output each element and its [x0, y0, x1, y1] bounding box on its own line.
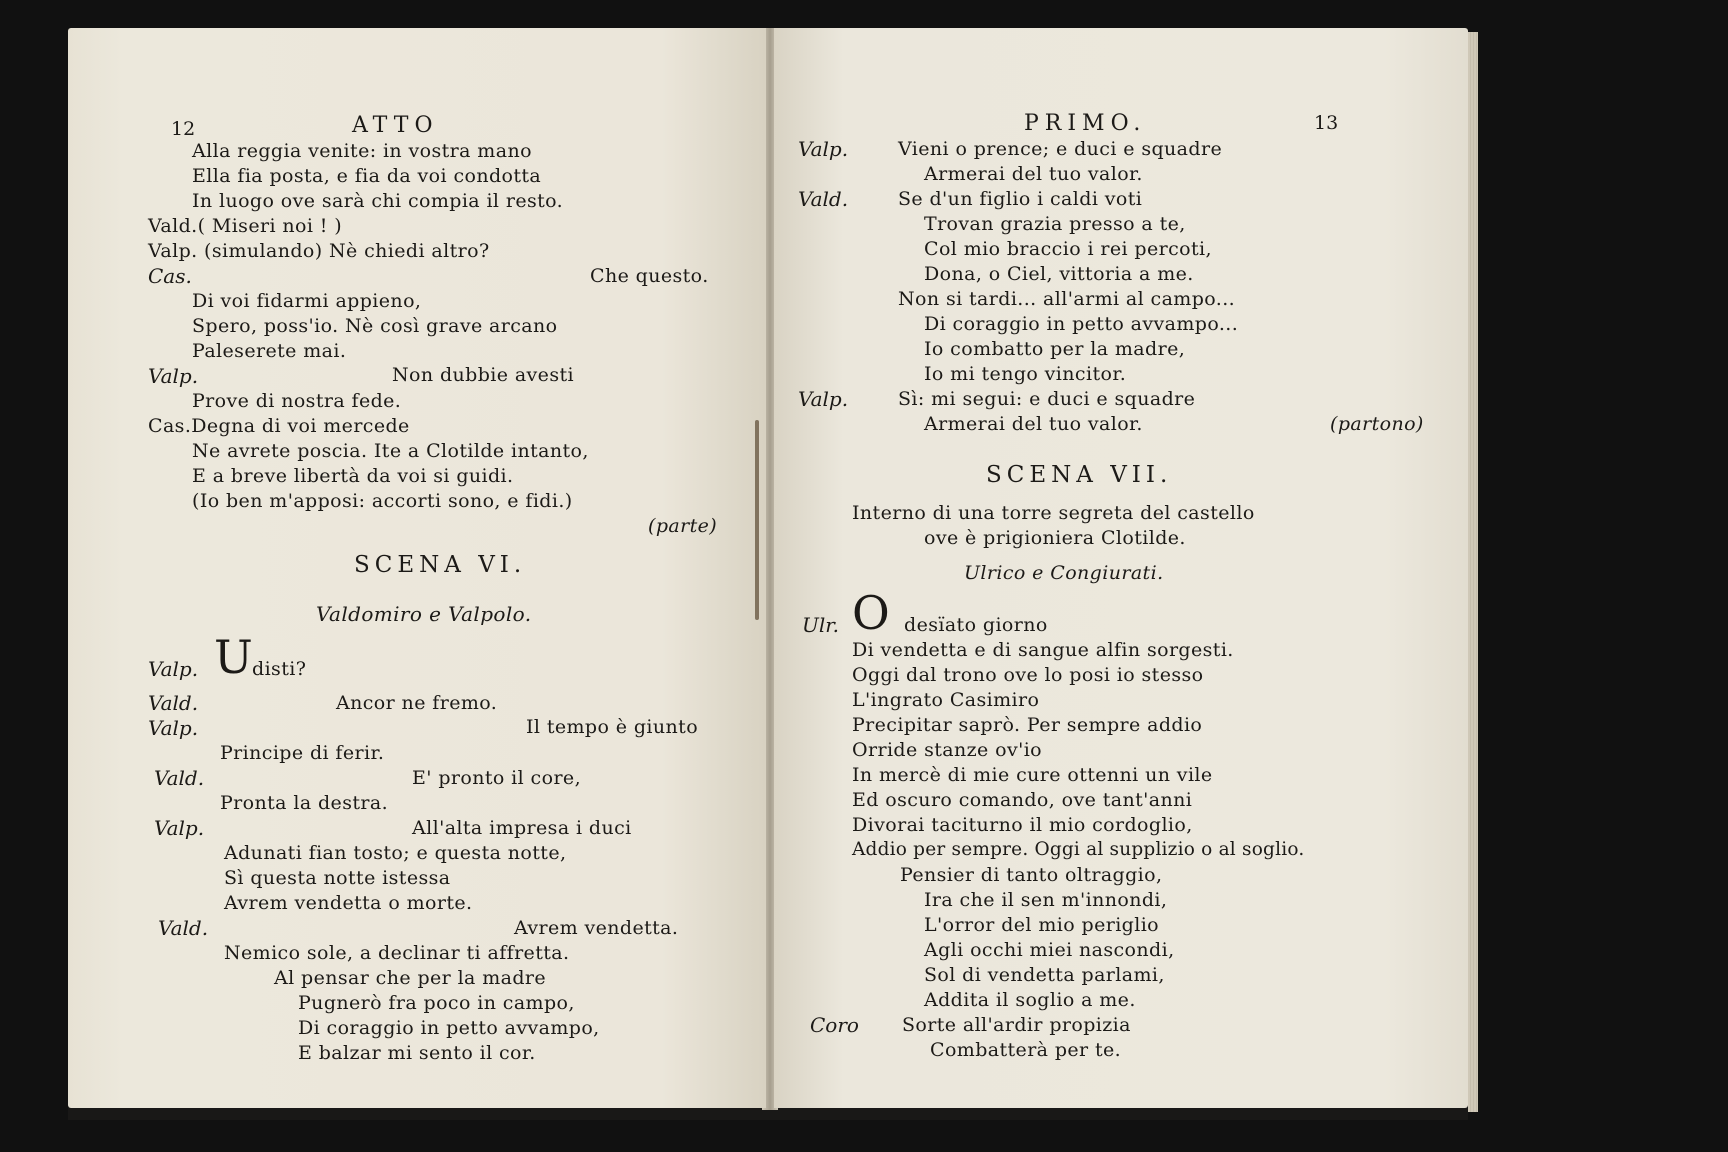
text-line: Io combatto per la madre,: [924, 338, 1186, 360]
text-line: Di coraggio in petto avvampo,: [298, 1017, 600, 1039]
text-line: Vieni o prence; e duci e squadre: [898, 138, 1223, 160]
speaker-label: Valp.: [798, 137, 849, 161]
text-line: Adunati fian tosto; e questa notte,: [224, 842, 567, 864]
text-line: Alla reggia venite: in vostra mano: [192, 140, 532, 162]
speaker-label: Valp.: [154, 816, 205, 840]
text-line: Ira che il sen m'innondi,: [924, 889, 1168, 911]
character-list: Ulrico e Congiurati.: [964, 562, 1164, 584]
text-line: Prove di nostra fede.: [192, 390, 402, 412]
text-line: Sì: mi segui: e duci e squadre: [898, 388, 1196, 410]
text-line: Ancor ne fremo.: [336, 692, 498, 714]
text-line: Pensier di tanto oltraggio,: [900, 864, 1163, 886]
left-page: [68, 28, 766, 1108]
drop-cap: O: [852, 586, 890, 640]
text-line: Vald.( Miseri noi ! ): [148, 215, 343, 237]
text-line: Non si tardi... all'armi al campo...: [898, 288, 1236, 310]
scene-heading: SCENA VII.: [986, 462, 1173, 488]
text-line: Non dubbie avesti: [392, 364, 574, 386]
stage-direction: (parte): [648, 515, 718, 537]
text-line: Di vendetta e di sangue alfin sorgesti.: [852, 639, 1234, 661]
text-line: Se d'un figlio i caldi voti: [898, 188, 1143, 210]
stage-direction: (partono): [1330, 413, 1424, 435]
drop-cap: U: [214, 630, 253, 684]
speaker-label: Vald.: [158, 916, 209, 940]
page-number: 13: [1314, 112, 1339, 134]
open-book: [68, 28, 1468, 1120]
text-line: disti?: [252, 658, 307, 680]
page-number: 12: [171, 118, 196, 140]
running-head: PRIMO.: [1024, 111, 1147, 136]
text-line: Sì questa notte istessa: [224, 867, 451, 889]
text-line: Di coraggio in petto avvampo...: [924, 313, 1239, 335]
text-line: Io mi tengo vincitor.: [924, 363, 1127, 385]
page-edges: [1468, 32, 1478, 1112]
character-list: Valdomiro e Valpolo.: [316, 602, 532, 626]
text-line: Ed oscuro comando, ove tant'anni: [852, 789, 1193, 811]
speaker-label: Valp.: [148, 364, 199, 388]
speaker-label: Vald.: [798, 187, 849, 211]
text-line: Pronta la destra.: [220, 792, 389, 814]
text-line: Valp. (simulando) Nè chiedi altro?: [148, 240, 490, 262]
text-line: Agli occhi miei nascondi,: [924, 939, 1175, 961]
text-line: Col mio braccio i rei percoti,: [924, 238, 1212, 260]
text-line: L'ingrato Casimiro: [852, 689, 1040, 711]
text-line: Al pensar che per la madre: [274, 967, 547, 989]
speaker-label: Vald.: [154, 766, 205, 790]
text-line: Sorte all'ardir propizia: [902, 1014, 1131, 1036]
speaker-label: Valp.: [148, 716, 199, 740]
text-line: Di voi fidarmi appieno,: [192, 290, 422, 312]
text-line: All'alta impresa i duci: [412, 817, 632, 839]
text-line: Oggi dal trono ove lo posi io stesso: [852, 664, 1204, 686]
text-line: E a breve libertà da voi si guidi.: [192, 465, 514, 487]
text-line: Avrem vendetta.: [514, 917, 679, 939]
text-line: Addita il soglio a me.: [924, 989, 1136, 1011]
text-line: Ne avrete poscia. Ite a Clotilde intanto,: [192, 440, 589, 462]
scene-setting: Interno di una torre segreta del castello: [852, 502, 1255, 524]
text-line: Trovan grazia presso a te,: [924, 213, 1186, 235]
text-line: Principe di ferir.: [220, 742, 385, 764]
text-line: In mercè di mie cure ottenni un vile: [852, 764, 1213, 786]
text-line: E balzar mi sento il cor.: [298, 1042, 536, 1064]
text-line: Divorai taciturno il mio cordoglio,: [852, 814, 1193, 836]
text-line: Paleserete mai.: [192, 340, 347, 362]
scene-heading: SCENA VI.: [354, 552, 527, 578]
text-line: Combatterà per te.: [930, 1039, 1122, 1061]
text-line: Avrem vendetta o morte.: [224, 892, 473, 914]
text-line: Ella fia posta, e fia da voi condotta: [192, 165, 542, 187]
text-line: Cas.Degna di voi mercede: [148, 415, 410, 437]
text-line: Armerai del tuo valor.: [924, 413, 1143, 435]
text-line: desïato giorno: [904, 614, 1048, 636]
text-line: In luogo ove sarà chi compia il resto.: [192, 190, 564, 212]
speaker-label: Valp.: [148, 657, 199, 681]
text-line: Precipitar saprò. Per sempre addio: [852, 714, 1203, 736]
text-line: Spero, poss'io. Nè così grave arcano: [192, 315, 558, 337]
text-line: E' pronto il core,: [412, 767, 582, 789]
text-line: L'orror del mio periglio: [924, 914, 1160, 936]
running-head: ATTO: [352, 113, 439, 138]
right-page: [774, 28, 1468, 1108]
text-line: Pugnerò fra poco in campo,: [298, 992, 575, 1014]
text-line: Che questo.: [590, 265, 709, 287]
text-line: (Io ben m'apposi: accorti sono, e fidi.): [192, 490, 573, 512]
text-line: Il tempo è giunto: [526, 716, 699, 738]
text-line: Sol di vendetta parlami,: [924, 964, 1165, 986]
speaker-label: Valp.: [798, 387, 849, 411]
binding-thread: [755, 420, 759, 620]
speaker-label: Cas.: [148, 264, 192, 288]
scene-setting: ove è prigioniera Clotilde.: [924, 527, 1186, 549]
text-line: Orride stanze ov'io: [852, 739, 1043, 761]
text-line: Addio per sempre. Oggi al supplizio o al soglio.: [852, 839, 1305, 860]
speaker-label: Coro: [810, 1013, 859, 1037]
speaker-label: Ulr.: [802, 613, 839, 637]
text-line: Dona, o Ciel, vittoria a me.: [924, 263, 1194, 285]
text-line: Nemico sole, a declinar ti affretta.: [224, 942, 570, 964]
text-line: Armerai del tuo valor.: [924, 163, 1143, 185]
speaker-label: Vald.: [148, 691, 199, 715]
